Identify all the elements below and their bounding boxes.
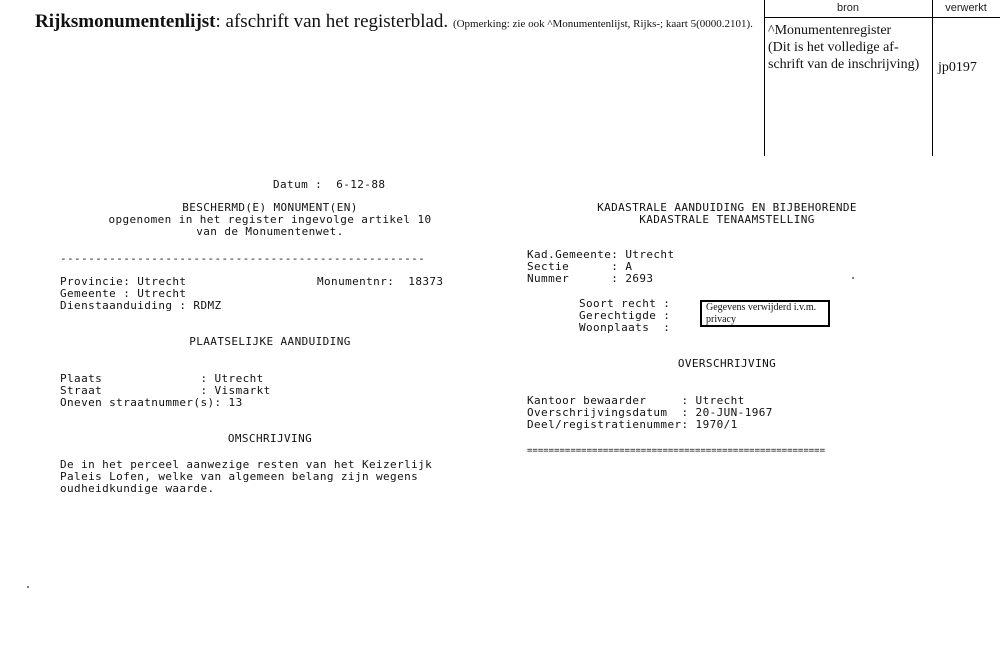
bron-value: ^Monumentenregister (Dit is het volledige af- schrift van de inschrijving): [768, 23, 920, 72]
nummer-line: Nummer : 2693: [527, 272, 654, 285]
right-title-line-2: KADASTRALE TENAAMSTELLING: [639, 213, 815, 226]
table-header-rule: [764, 17, 1000, 18]
oneven-line: Oneven straatnummer(s): 13: [60, 396, 243, 409]
sectie-line: Sectie : A: [527, 260, 633, 273]
right-title-line-1: KADASTRALE AANDUIDING EN BIJBEHORENDE: [597, 201, 857, 214]
gerechtigde-line: Gerechtigde :: [579, 309, 671, 322]
woonplaats-line: Woonplaats :: [579, 321, 671, 334]
straat-line: Straat : Vismarkt: [60, 384, 271, 397]
kad-gemeente-line: Kad.Gemeente: Utrecht: [527, 248, 675, 261]
deel-registratienummer-line: Deel/registratienummer: 1970/1: [527, 418, 738, 431]
left-title-line-2: opgenomen in het register ingevolge artikel 10: [108, 213, 432, 226]
dashed-separator: ----------------------------------------------------: [60, 252, 426, 265]
dienstaanduiding-line: Dienstaanduiding : RDMZ: [60, 299, 222, 312]
title-note: (Opmerking: zie ook ^Monumentenlijst, Rijks-; kaart 5(0000.2101).: [452, 18, 753, 30]
scan-speck: [27, 586, 29, 588]
title-bold: Rijksmonumentenlijst: [35, 11, 216, 32]
redaction-box: [700, 300, 830, 327]
overschrijvingsdatum-line: Overschrijvingsdatum : 20-JUN-1967: [527, 406, 773, 419]
gemeente-line: Gemeente : Utrecht: [60, 287, 187, 300]
plaats-line: Plaats : Utrecht: [60, 372, 264, 385]
description-line-3: oudheidkundige waarde.: [60, 482, 215, 495]
table-divider-middle: [932, 0, 933, 156]
double-separator: =======================================================: [527, 446, 826, 456]
scan-speck: [852, 277, 854, 279]
left-title-line-1: BESCHERMD(E) MONUMENT(EN): [182, 201, 358, 214]
monumentnr-line: Monumentnr: 18373: [317, 275, 444, 288]
column-header-verwerkt: verwerkt: [945, 2, 987, 14]
description-line-1: De in het perceel aanwezige resten van het Keizerlijk: [60, 458, 433, 471]
description-line-2: Paleis Lofen, welke van algemeen belang zijn wegens: [60, 470, 419, 483]
soort-recht-line: Soort recht :: [579, 297, 671, 310]
verwerkt-value: jp0197: [938, 60, 977, 75]
provincie-line: Provincie: Utrecht: [60, 275, 187, 288]
title-rest: : afschrift van het registerblad.: [215, 11, 449, 32]
kantoor-line: Kantoor bewaarder : Utrecht: [527, 394, 745, 407]
omschrijving-heading: OMSCHRIJVING: [227, 432, 313, 445]
left-title-line-3: van de Monumentenwet.: [196, 225, 344, 238]
column-header-bron: bron: [836, 2, 860, 14]
table-divider-left: [764, 0, 765, 156]
overschrijving-heading: OVERSCHRIJVING: [677, 357, 777, 370]
datum-line: Datum : 6-12-88: [273, 178, 386, 191]
redaction-text: Gegevens verwijderd i.v.m. privacy: [706, 302, 817, 325]
plaatselijke-heading: PLAATSELIJKE AANDUIDING: [189, 335, 351, 348]
document-title: [35, 11, 753, 33]
